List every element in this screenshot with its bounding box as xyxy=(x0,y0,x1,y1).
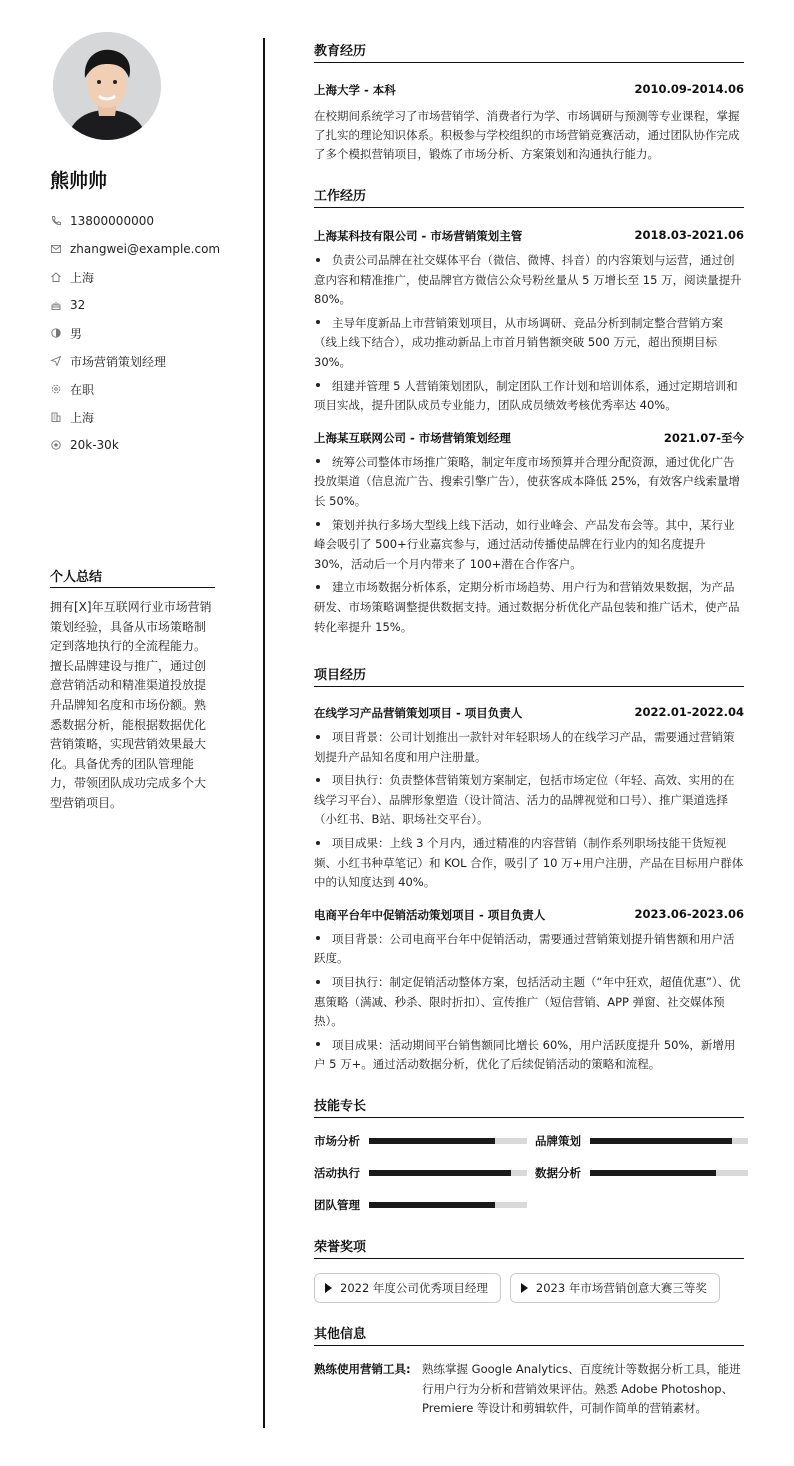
awards-list xyxy=(314,1273,744,1303)
skill-label: 团队管理 xyxy=(314,1198,360,1212)
location-text: 上海 xyxy=(70,410,95,425)
send-icon xyxy=(50,355,62,367)
job-bullets xyxy=(314,251,744,416)
list-item: 项目背景：公司计划推出一款针对年轻职场人的在线学习产品，需要通过营销策划提升产品知名度和用户注册量。 xyxy=(314,730,735,764)
skill-bar-fill xyxy=(590,1170,716,1176)
skill-bar-fill xyxy=(590,1138,732,1144)
skill-bar xyxy=(590,1170,748,1176)
person-name: 熊帅帅 xyxy=(50,170,108,192)
education-heading: 教育经历 xyxy=(314,40,744,63)
salary-text: 20k-30k xyxy=(70,438,119,452)
skills-grid xyxy=(314,1132,744,1214)
play-triangle-icon xyxy=(325,1283,332,1293)
education-date: 2010.09-2014.06 xyxy=(634,82,744,96)
project-bullets xyxy=(314,728,744,893)
list-item: 项目执行：负责整体营销策划方案制定，包括市场定位（年轻、高效、实用的在线学习平台）、品牌形象塑造（设计简洁、活力的品牌视觉和口号）、推广渠道选择（小红书、B站、职场社交平台）。 xyxy=(314,773,735,827)
project-header xyxy=(314,705,744,721)
job-date: 2018.03-2021.06 xyxy=(634,228,744,242)
other-heading: 其他信息 xyxy=(314,1323,744,1346)
skill-bar-fill xyxy=(369,1202,495,1208)
skill-bar-fill xyxy=(369,1170,511,1176)
project-bullets xyxy=(314,930,744,1075)
skill-label: 活动执行 xyxy=(314,1166,360,1180)
other-info-key: 熟练使用营销工具: xyxy=(314,1362,411,1376)
list-item: 策划并执行多场大型线上线下活动，如行业峰会、产品发布会等。其中，某行业峰会吸引了 500+行业嘉宾参与，通过活动传播使品牌在行业内的知名度提升 30%，活动后一个月内带来了 100+潜在合作客户。 xyxy=(314,517,735,571)
info-phone xyxy=(50,207,215,235)
job-header xyxy=(314,228,744,244)
award-tag xyxy=(510,1273,720,1303)
other-info-row xyxy=(314,1360,744,1419)
summary-text: 拥有[X]年互联网行业市场营销策划经验，具备从市场策略制定到落地执行的全流程能力。擅长品牌建设与推广，通过创意营销活动和精准渠道投放提升品牌知名度和市场份额。熟悉数据分析，能根据数据优化营销策略，实现营销效果最大化。具备优秀的团队管理能力，带领团队成功完成多个大型营销项目。 xyxy=(50,600,212,810)
skill-bar xyxy=(369,1202,527,1208)
avatar-portrait-icon xyxy=(53,32,161,140)
gender-text: 男 xyxy=(70,326,83,341)
info-location xyxy=(50,403,215,431)
email-text: zhangwei@example.com xyxy=(70,242,221,256)
info-status xyxy=(50,375,215,403)
info-city xyxy=(50,263,215,291)
list-item: 负责公司品牌在社交媒体平台（微信、微博、抖音）的内容策划与运营，通过创意内容和精准推广，使品牌官方微信公众号粉丝量从 5 万增长至 15 万，阅读量提升 80%。 xyxy=(314,253,742,307)
sidebar xyxy=(50,32,221,459)
avatar xyxy=(53,32,161,140)
skills-heading: 技能专长 xyxy=(314,1095,744,1118)
award-tag xyxy=(314,1273,501,1303)
project-date: 2022.01-2022.04 xyxy=(634,705,744,720)
skill-label: 品牌策划 xyxy=(535,1134,581,1148)
phone-text: 13800000000 xyxy=(70,214,154,228)
skill-label: 数据分析 xyxy=(535,1166,581,1180)
job-company: 上海某互联网公司 - 市场营销策划经理 xyxy=(314,430,511,445)
skill-bar-fill xyxy=(369,1138,495,1144)
list-item: 建立市场数据分析体系，定期分析市场趋势、用户行为和营销效果数据，为产品研发、市场策略调整提供数据支持。通过数据分析优化产品包装和推广话术，使产品转化率提升 15%。 xyxy=(314,580,740,634)
job-header xyxy=(314,430,744,446)
job-date: 2021.07-至今 xyxy=(663,430,744,445)
age-text: 32 xyxy=(70,298,86,312)
skill-item xyxy=(535,1164,756,1182)
home-icon xyxy=(50,271,62,283)
mail-icon xyxy=(50,243,62,255)
job-company: 上海某科技有限公司 - 市场营销策划主管 xyxy=(314,229,523,243)
project-name: 电商平台年中促销活动策划项目 - 项目负责人 xyxy=(314,907,546,922)
project-header xyxy=(314,907,744,923)
skill-item xyxy=(314,1196,535,1214)
summary-heading: 个人总结 xyxy=(50,566,215,588)
education-school: 上海大学 - 本科 xyxy=(314,83,396,97)
info-position xyxy=(50,347,215,375)
skill-bar xyxy=(369,1170,527,1176)
column-divider xyxy=(263,38,265,1428)
info-email xyxy=(50,235,221,263)
summary-section xyxy=(50,566,215,814)
work-heading: 工作经历 xyxy=(314,185,744,208)
list-item: 组建并管理 5 人营销策划团队，制定团队工作计划和培训体系，通过定期培训和项目实战，提升团队成员专业能力，团队成员绩效考核优秀率达 40%。 xyxy=(314,378,738,413)
skill-item xyxy=(535,1132,756,1150)
play-triangle-icon xyxy=(521,1283,528,1293)
other-info-value: 熟练掌握 Google Analytics、百度统计等数据分析工具，能进行用户行为分析和营销效果评估。熟悉 Adobe Photoshop、Premiere 等设计和剪辑软件，可制作简单的营销素材。 xyxy=(422,1362,741,1416)
project-name: 在线学习产品营销策划项目 - 项目负责人 xyxy=(314,706,523,721)
awards-heading: 荣誉奖项 xyxy=(314,1236,744,1259)
contact-info-list xyxy=(50,207,221,459)
job-bullets xyxy=(314,453,744,637)
education-description: 在校期间系统学习了市场营销学、消费者行为学、市场调研与预测等专业课程，掌握了扎实的理论知识体系。积极参与学校组织的市场营销竞赛活动，通过团队协作完成了多个模拟营销项目，锻炼了市场分析、方案策划和沟通执行能力。 xyxy=(314,109,740,161)
cake-icon xyxy=(50,299,62,311)
info-age xyxy=(50,291,215,319)
building-icon xyxy=(50,411,62,423)
skill-item xyxy=(314,1164,535,1182)
status-text: 在职 xyxy=(70,382,95,397)
award-text: 2022 年度公司优秀项目经理 xyxy=(340,1281,488,1295)
projects-heading: 项目经历 xyxy=(314,664,744,687)
list-item: 项目背景：公司电商平台年中促销活动，需要通过营销策划提升销售额和用户活跃度。 xyxy=(314,931,735,966)
list-item: 主导年度新品上市营销策划项目，从市场调研、竞品分析到制定整合营销方案（线上线下结合），成功推动新品上市首月销售额突破 500 万元，超出预期目标 30%。 xyxy=(314,315,723,369)
info-salary xyxy=(50,431,215,459)
phone-icon xyxy=(50,215,62,227)
info-gender xyxy=(50,319,215,347)
skill-label: 市场分析 xyxy=(314,1134,360,1148)
award-text: 2023 年市场营销创意大赛三等奖 xyxy=(535,1281,707,1295)
status-icon xyxy=(50,383,62,395)
main-content xyxy=(314,40,744,1419)
skill-item xyxy=(314,1132,535,1150)
list-item: 项目成果：上线 3 个月内，通过精准的内容营销（制作系列职场技能干货短视频、小红书种草笔记）和 KOL 合作，吸引了 10 万+用户注册，产品在目标用户群体中的认知度达到 40%。 xyxy=(314,836,744,890)
skill-bar xyxy=(369,1138,527,1144)
education-entry-header xyxy=(314,82,744,98)
list-item: 项目执行：制定促销活动整体方案，包括活动主题（“年中狂欢，超值优惠”）、优惠策略（满减、秒杀、限时折扣）、宣传推广（短信营销、APP 弹窗、社交媒体预热）。 xyxy=(314,975,741,1029)
position-text: 市场营销策划经理 xyxy=(70,354,167,369)
gender-icon xyxy=(50,327,62,339)
list-item: 统筹公司整体市场推广策略，制定年度市场预算并合理分配资源，通过优化广告投放渠道（信息流广告、搜索引擎广告），使获客成本降低 25%，有效客户线索量增长 50%。 xyxy=(314,454,740,508)
salary-icon xyxy=(50,439,62,451)
list-item: 项目成果：活动期间平台销售额同比增长 60%，用户活跃度提升 50%，新增用户 5 万+。通过活动数据分析，优化了后续促销活动的策略和流程。 xyxy=(314,1037,736,1072)
project-date: 2023.06-2023.06 xyxy=(634,906,744,921)
city-text: 上海 xyxy=(70,270,95,285)
skill-bar xyxy=(590,1138,748,1144)
